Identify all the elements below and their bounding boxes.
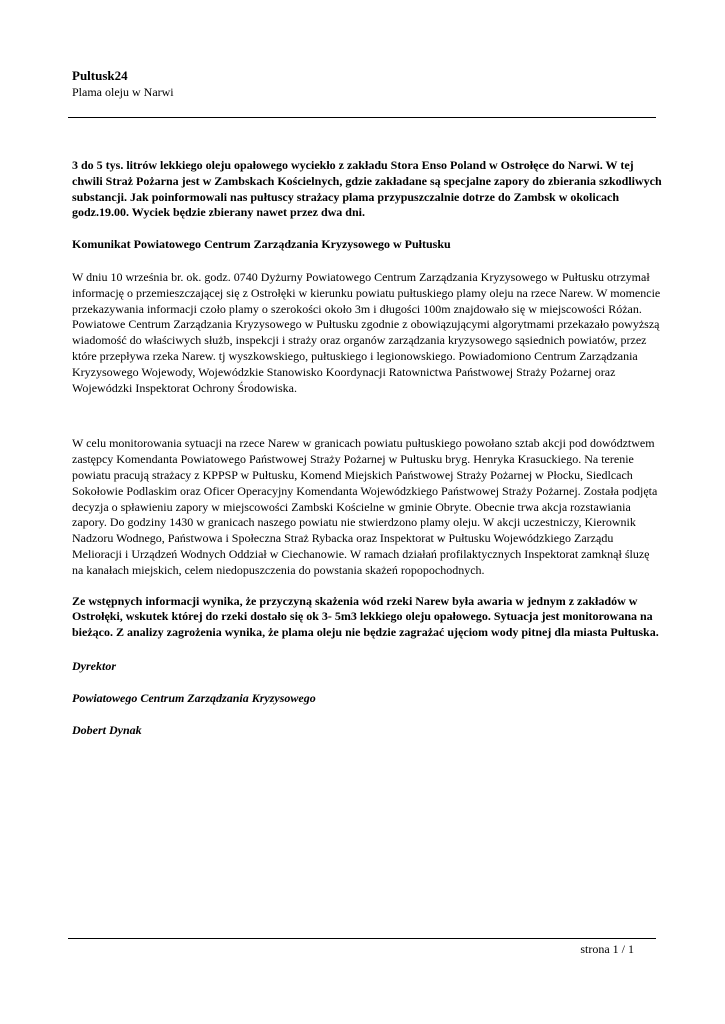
page-number: strona 1 / 1	[580, 942, 634, 956]
footer-divider	[68, 938, 656, 939]
communique-heading: Komunikat Powiatowego Centrum Zarządzania Kryzysowego w Pułtusku	[72, 237, 451, 252]
article-subtitle: Plama oleju w Narwi	[72, 85, 174, 99]
communique-paragraph-1: W dniu 10 września br. ok. godz. 0740 Dyżurny Powiatowego Centrum Zarządzania Kryzysowego w Pułtusku otrzymał informację o przemieszczającej się z Ostrołęki w kierunku powiatu pułtuskiego plamy oleju na rzece Narew. W momencie przekazywania informacji czoło plamy o szerokości około 3m i długości 100m znajdowało się w miejscowości Różan. Powiatowe Centrum Zarządzania Kryzysowego w Pułtusku zgodnie z obowiązującymi algorytmami przekazało powyższą wiadomość do właściwych służb, inspekcji i straży oraz organów zarządzania kryzysowego sąsiednich powiatów, przez które przepływa rzeka Narew. tj wyszkowskiego, pułtuskiego i legionowskiego. Powiadomiono Centrum Zarządzania Kryzysowego Wojewody, Wojewódzkie Stanowisko Koordynacji Ratownictwa Państwowej Straży Pożarnej oraz Wojewódzki Inspektorat Ochrony Środowiska.	[72, 269, 661, 395]
signature-title: Dyrektor	[72, 658, 116, 673]
header-divider	[68, 117, 656, 118]
signature-name: Dobert Dynak	[72, 722, 142, 737]
article-lead: 3 do 5 tys. litrów lekkiego oleju opałowego wyciekło z zakładu Stora Enso Poland w Ostrołęce do Narwi. W tej chwili Straż Pożarna jest w Zambskach Kościelnych, gdzie zakładane są specjalne zapory do zbierania szkodliwych substancji. Jak poinformowali nas pułtuscy strażacy plama przypuszczalnie dotrze do Zambsk w okolicach godz.19.00. Wyciek będzie zbierany nawet przez dwa dni.	[72, 158, 662, 220]
article-content	[72, 158, 662, 738]
site-title: Pultusk24	[72, 68, 128, 83]
communique-paragraph-2: W celu monitorowania sytuacji na rzece Narew w granicach powiatu pułtuskiego powołano sztab akcji pod dowództwem zastępcy Komendanta Powiatowego Państwowej Straży Pożarnej w Pułtusku bryg. Henryka Krasuckiego. Na terenie powiatu pracują strażacy z KPPSP w Pułtusku, Komend Miejskich Państwowej Straży Pożarnej w Płocku, Siedlcach Sokołowie Podlaskim oraz Oficer Operacyjny Komendanta Wojewódzkiego Państwowej Straży Pożarnej. Została podjęta decyzja o spławieniu zapory w miejscowości Zambski Kościelne w gminie Obryte. Obecnie trwa akcja rozstawiania zapory. Do godziny 1430 w granicach naszego powiatu nie stwierdzono plamy oleju. W akcji uczestniczy, Kierownik Nadzoru Wodnego, Państwowa i Społeczna Straż Rybacka oraz Inspektorat w Pułtusku Wojewódzkiego Zarządu Melioracji i Urządzeń Wodnych Oddział w Ciechanowie. W ramach działań profilaktycznych Inspektorat zamknął śluzę na kanałach miejskich, celem niedopuszczenia do powstania skażeń ropopochodnych.	[72, 436, 658, 577]
communique-conclusion: Ze wstępnych informacji wynika, że przyczyną skażenia wód rzeki Narew była awaria w jednym z zakładów w Ostrołęki, wskutek której do rzeki dostało się ok 3- 5m3 lekkiego oleju opałowego. Sytuacja jest monitorowana na bieżąco. Z analizy zagrożenia wynika, że plama oleju nie będzie zagrażać ujęciom wody pitnej dla miasta Pułtuska.	[72, 593, 659, 640]
signature-organization: Powiatowego Centrum Zarządzania Kryzysowego	[72, 690, 316, 705]
